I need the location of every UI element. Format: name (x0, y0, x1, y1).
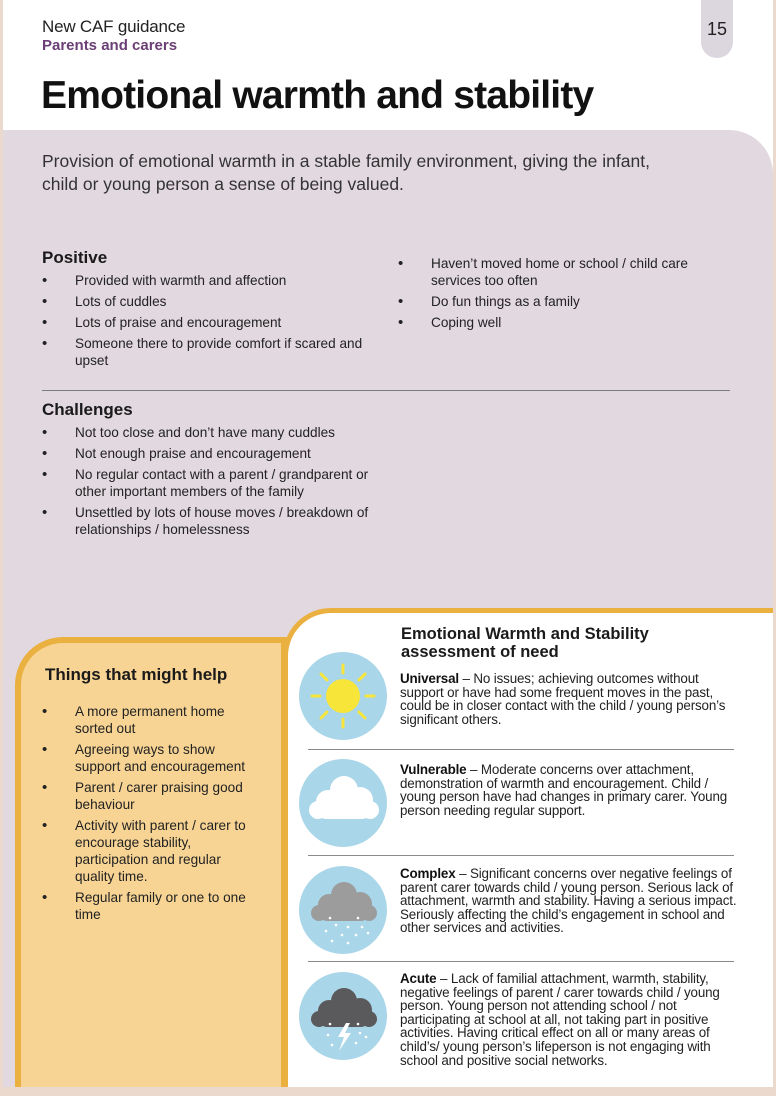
document-series: New CAF guidance (42, 17, 186, 36)
level-label: Vulnerable (400, 762, 467, 777)
challenges-list (42, 424, 387, 542)
level-description: – Moderate concerns over attachment, demonstration of warmth and encouragement. Child / young person have had changes in primary carer. Young person needing regular support. (400, 762, 728, 818)
cloud-icon (298, 758, 388, 848)
positive-heading: Positive (42, 248, 108, 267)
list-item: • Regular family or one to one time (42, 889, 262, 923)
page-title: Emotional warmth and stability (41, 74, 594, 117)
page-number: 15 (706, 18, 728, 39)
list-item: • Not too close and don’t have many cuddles (42, 424, 387, 441)
list-item: • Activity with parent / carer to encourage stability, participation and regular quality time. (42, 817, 262, 885)
list-item: • A more permanent home sorted out (42, 703, 262, 737)
level-description: – Significant concerns over negative feelings of parent carer towards child / young person. Serious lack of attachment, warmth and stability. Having a serious impact. Seriously affecting the child’s engagement in school and other services and activities. (400, 866, 737, 936)
storm-cloud-icon (298, 971, 388, 1061)
list-item: • Haven’t moved home or school / child care services too often (398, 255, 728, 289)
assessment-level-acute (400, 972, 740, 1067)
list-item: • Provided with warmth and affection (42, 272, 382, 289)
list-item: • Lots of praise and encouragement (42, 314, 382, 331)
positive-list-right (398, 255, 728, 335)
list-item: • Do fun things as a family (398, 293, 728, 310)
list-item: • Agreeing ways to show support and encouragement (42, 741, 262, 775)
assessment-level-universal (400, 672, 740, 726)
level-label: Universal (400, 671, 459, 686)
list-item: • Parent / carer praising good behaviour (42, 779, 262, 813)
level-label: Complex (400, 866, 456, 881)
page-number-tab (701, 0, 733, 58)
list-item: • Coping well (398, 314, 728, 331)
help-heading: Things that might help (45, 665, 228, 684)
challenges-heading: Challenges (42, 400, 133, 419)
level-divider (308, 855, 734, 856)
assessment-level-complex (400, 867, 740, 935)
sun-icon (298, 651, 388, 741)
document-page (3, 0, 773, 1087)
assessment-level-vulnerable (400, 763, 740, 817)
level-description: – Lack of familial attachment, warmth, stability, negative feelings of parent / carer towards child / young person. Young person not attending school / not participating at school at all, not taking part in positive activities. Having critical effect on all or many areas of child’s/ young person’s lifeperson is not engaging with school and positive social networks. (400, 971, 720, 1068)
level-divider (308, 749, 734, 750)
list-item: • Not enough praise and encouragement (42, 445, 387, 462)
snow-cloud-icon (298, 865, 388, 955)
section-divider (42, 390, 730, 391)
list-item: • Someone there to provide comfort if scared and upset (42, 335, 382, 369)
list-item: • No regular contact with a parent / grandparent or other important members of the family (42, 466, 387, 500)
list-item: • Lots of cuddles (42, 293, 382, 310)
positive-list-left (42, 272, 382, 373)
document-section: Parents and carers (42, 37, 178, 54)
level-label: Acute (400, 971, 437, 986)
level-divider (308, 961, 734, 962)
help-list (42, 703, 262, 927)
list-item: • Unsettled by lots of house moves / breakdown of relationships / homelessness (42, 504, 387, 538)
level-description: – No issues; achieving outcomes without support or have had some frequent moves in the past, could be in closer contact with the child / young person’s significant others. (400, 671, 726, 727)
intro-text: Provision of emotional warmth in a stable family environment, giving the infant, child or young person a sense of being valued. (42, 151, 650, 194)
assessment-heading: Emotional Warmth and Stability assessment of need (401, 625, 649, 661)
